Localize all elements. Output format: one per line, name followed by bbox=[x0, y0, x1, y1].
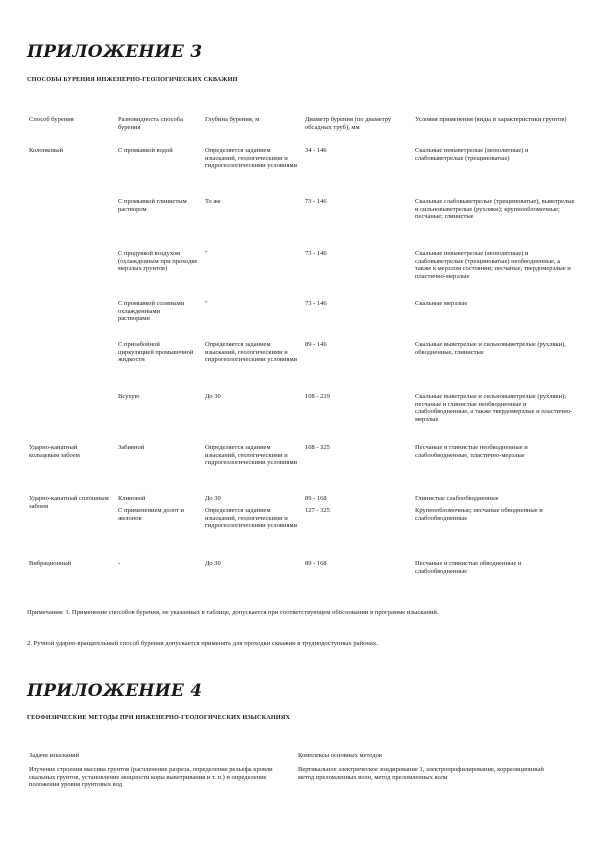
cell-diameter: 73 - 146 bbox=[305, 198, 327, 205]
cell-depth: До 30 bbox=[205, 393, 221, 400]
cell-method: Колонковый bbox=[29, 147, 64, 154]
cell-conditions: Песчаные и глинистые обводненные и слабообводненные bbox=[415, 560, 522, 575]
cell-conditions: Скальные мерзлые bbox=[415, 300, 468, 307]
cell-diameter: 108 - 325 bbox=[305, 444, 330, 451]
header-survey-tasks: Задачи изысканий bbox=[29, 752, 80, 759]
header-depth: Глубина бурения, м bbox=[205, 116, 260, 123]
cell-diameter: 89 - 146 bbox=[305, 341, 327, 348]
cell-variety: С промывкой глинистым раствором bbox=[118, 198, 187, 213]
appendix4-title: ПРИЛОЖЕНИЕ 4 bbox=[27, 681, 203, 701]
header-conditions: Условия применения (виды и характеристики грунтов) bbox=[415, 116, 567, 123]
cell-depth: Определяется заданием изысканий, геологическими и гидрогеологическими условиями bbox=[205, 507, 298, 530]
cell-variety: - bbox=[118, 560, 121, 567]
cell-depth: До 30 bbox=[205, 495, 221, 502]
cell-variety: Клиновой bbox=[118, 495, 146, 502]
cell-variety: С применением долот и желонок bbox=[118, 507, 184, 522]
header-variety: Разновидность способа бурения bbox=[118, 116, 183, 131]
cell-diameter: 73 - 146 bbox=[305, 300, 327, 307]
cell-conditions: Крупнообломочные; песчаные обводненные и слабообводненные bbox=[415, 507, 543, 522]
cell-diameter: 89 - 168 bbox=[305, 495, 327, 502]
cell-conditions: Скальные выветрелые и сильновыветрелые (рухляки), обводненные, глинистые bbox=[415, 341, 566, 356]
cell-variety: С промывкой соляными охлажденными растворами bbox=[118, 300, 185, 323]
cell-method: Ударно-канатный сплошным забоем bbox=[29, 495, 109, 510]
cell-conditions: Скальные невыветрелые (монолитные) и слабовыветрелые (трещиноватые) bbox=[415, 147, 529, 162]
cell-diameter: 73 - 146 bbox=[305, 250, 327, 257]
cell-depth: Определяется заданием изысканий, геологическими и гидрогеологическими условиями bbox=[205, 147, 298, 170]
appendix3-title: ПРИЛОЖЕНИЕ 3 bbox=[27, 42, 203, 62]
cell-variety: С продувкой воздухом (охлажденным при проходке мерзлых грунтов) bbox=[118, 250, 198, 273]
cell-depth: До 30 bbox=[205, 560, 221, 567]
cell-depth: То же bbox=[205, 198, 221, 205]
header-diameter: Диаметр бурения (по диаметру обсадных труб), мм bbox=[305, 116, 392, 131]
appendix4-subtitle: ГЕОФИЗИЧЕСКИЕ МЕТОДЫ ПРИ ИНЖЕНЕРНО-ГЕОЛОГИЧЕСКИХ ИЗЫСКАНИЯХ bbox=[27, 714, 291, 721]
cell-variety: Забивной bbox=[118, 444, 145, 451]
cell-conditions: Скальные выветрелые и сильновыветрелые (рухляки); песчаные и глинистые необводненные и слабообводненные, а также твердомерзлые и пластично-мерзлые bbox=[415, 393, 573, 423]
cell-depth: " bbox=[205, 300, 208, 307]
cell-conditions: Песчаные и глинистые необводненные и слабообводненные, пластично-мерзлые bbox=[415, 444, 528, 459]
cell-depth: Определяется заданием изысканий, геологическими и гидрогеологическими условиями bbox=[205, 341, 298, 364]
cell-diameter: 34 - 146 bbox=[305, 147, 327, 154]
header-drilling-method: Способ бурения bbox=[29, 116, 74, 123]
cell-task: Изучение строения массива грунтов (расчленение разреза, определение рельефа кровли скальных грунтов, установление мощности коры выветривания и т. п.) и определение положения уровня грунтовых вод bbox=[29, 766, 273, 789]
cell-variety: Всухую bbox=[118, 393, 140, 400]
table-note-1: Примечания: 1. Применение способов бурения, не указанных в таблице, допускается при соответствующем обосновании в программе изысканий. bbox=[27, 609, 439, 616]
cell-variety: С промывкой водой bbox=[118, 147, 173, 154]
cell-diameter: 127 - 325 bbox=[305, 507, 330, 514]
cell-conditions: Глинистые слабообводненные bbox=[415, 495, 499, 502]
cell-methods: Вертикальное электрическое зондирование 1, электропрофилирование, корреляционный метод преломленных волн, метод преломленных волн bbox=[298, 766, 544, 781]
appendix3-subtitle: СПОСОБЫ БУРЕНИЯ ИНЖЕНЕРНО-ГЕОЛОГИЧЕСКИХ СКВАЖИН bbox=[27, 76, 238, 83]
cell-depth: " bbox=[205, 250, 208, 257]
cell-conditions: Скальные слабовыветрелые (трещиноватые), выветрелые и сильновыветрелые (рухляки); крупнообломочные; песчаные; глинистые bbox=[415, 198, 575, 221]
cell-method: Ударно-канатный кольцевым забоем bbox=[29, 444, 80, 459]
table-note-2: 2. Ручной ударно-вращательный способ бурения допускается применять для проходки скважин в труднодоступных районах. bbox=[27, 640, 378, 647]
cell-diameter: 108 - 219 bbox=[305, 393, 330, 400]
cell-depth: Определяется заданием изысканий, геологическими и гидрогеологическими условиями bbox=[205, 444, 298, 467]
header-method-complexes: Комплексы основных методов bbox=[298, 752, 382, 759]
cell-diameter: 89 - 168 bbox=[305, 560, 327, 567]
cell-method: Вибрационный bbox=[29, 560, 72, 567]
cell-variety: С призабойной циркуляцией промывочной жидкости bbox=[118, 341, 194, 364]
cell-conditions: Скальные невыветрелые (монолитные) и слабовыветрелые (трещиноватые) необводненные, а также в мерзлом состоянии; песчаные, твердомерзлые и пластично-мерзлые bbox=[415, 250, 571, 280]
